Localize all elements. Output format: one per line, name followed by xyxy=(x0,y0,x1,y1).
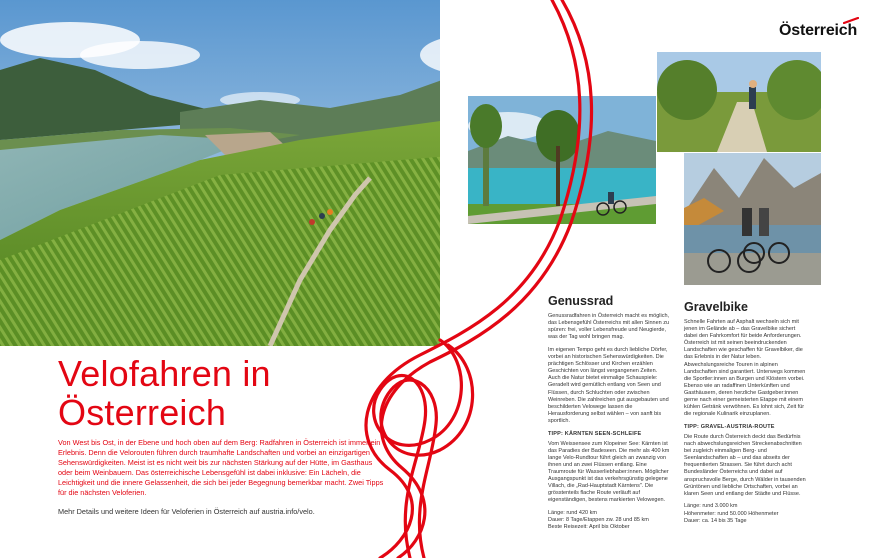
title-line-1: Velofahren in xyxy=(58,353,271,394)
genussrad-fact-length: Länge: rund 420 km xyxy=(548,510,597,517)
more-info-text: Mehr Details und weitere Ideen für Veloferien in Österreich auf austria.info/velo. xyxy=(58,507,315,516)
photo-gravelbike-mountain-lake xyxy=(684,153,821,285)
gravelbike-tip-heading: TIPP: GRAVEL-AUSTRIA-ROUTE xyxy=(684,423,775,430)
gravelbike-tip xyxy=(684,424,806,498)
logo-flag-icon xyxy=(843,17,859,24)
gravelbike-paragraph-1: Schnelle Fahrten auf Asphalt wechseln sich mit jenen im Gelände ab – das Gravelbike sichert dabei den Fahrkomfort für beide Anforderungen. Österreich ist mit seinen beeindruckenden Landschaften wie geschaffen für Gravelbiker, die das Erlebnis in der Natur leben. Abwechslungsreiche Touren in alpinen Landschaften sind garantiert. Unterwegs kommen die Sportler:innen an Burgen und Klöstern vorbei. Ebenso wie an radaffinen Unterkünften und Gasthäusern, deren herzliche Gastgeber:innen gerne nach einer gemeisterten Etappe mit einem kühlen Getränk verwöhnen. Es lohnt sich, Zeit für die regionale Kulinarik einzuplanen. xyxy=(684,319,806,418)
gravelbike-tip-text: Die Route durch Österreich deckt das Bedürfnis nach abwechslungsreichen Streckenabschnitten bei zugleich einmaligen Berg- und Seenlandschaften ab – und das abseits der frequentierten Strassen. Sie führt durch acht Bundesländer Österreichs und dabei auf anspruchsvolle Berge, durch Wälder in tausenden Grüntönen und liebliche Ortschaften, vorbei an klaren Seen und entlang der Städte und Flüsse. xyxy=(684,434,806,497)
genussrad-paragraph-1: Genussradfahren in Österreich macht es möglich, das Lebensgefühl Österreichs mit allen Sinnen zu spüren: frei, voller Lebensfreude und Neugierde, was der Tag wohl bringen mag. xyxy=(548,313,670,341)
genussrad-tip-text: Vom Weissensee zum Klopeiner See: Kärnten ist das Paradies der Badeseen. Die mehr als 400 km lange Velo-Rundtour führt gleich an zwanzig von ihnen und an zwei Flüssen entlang. Eine Traumroute für Wasserliebhaber:innen. Möglicher Ausgangspunkt ist das verkehrsgünstig gelegene Villach, die „Rad-Hauptstadt Kärntens". Die grösstenteils flache Route verläuft auf eigenständigen, bestens markierten Velowegen. xyxy=(548,440,670,504)
genussrad-facts xyxy=(548,510,670,531)
gravelbike-title: Gravelbike xyxy=(684,300,748,314)
genussrad-fact-duration: Dauer: 8 Tage/Etappen zw. 28 und 85 km xyxy=(548,517,649,524)
page-title xyxy=(58,354,438,432)
photo-gravel-woods xyxy=(657,52,821,152)
brand-logo: Österreich xyxy=(779,22,858,39)
genussrad-title: Genussrad xyxy=(548,294,614,308)
genussrad-paragraph-2: Im eigenen Tempo geht es durch liebliche Dörfer, vorbei an historischen Sehenswürdigkeiten. Die prächtigen Schlösser und Kirchen erzählen Geschichten von längst vergangenen Zeiten. Auch die Natur bietet einmalige Schauspiele: Geradelt wird gemütlich entlang von Seen und Flüssen, durch Schluchten oder zwischen Weinreben. Die zahlreichen gut ausgebauten und beschilderten Velowege lassen die Herausforderung selbst wählen – von sanft bis sportlich. xyxy=(548,346,669,424)
intro-text: Von West bis Ost, in der Ebene und hoch oben auf dem Berg: Radfahren in Österreich ist immer ein Erlebnis. Denn die Velorouten führen durch traumhafte Landschaften und vorbei an einzigartigen Sehenswürdigkeiten. Meist ist es nicht weit bis zur nächsten Stärkung auf der Hütte, im Gasthaus oder beim Weinbauern. Das österreichische Lebensgefühl ist dabei inklusive: Ein Lächeln, die Leichtigkeit und die innere Gelassenheit, die sich bei jeder Begegnung bemerkbar macht. Zwei Tipps für die nächsten Veloferien. xyxy=(58,438,384,497)
genussrad-tip-heading: TIPP: KÄRNTEN SEEN-SCHLEIFE xyxy=(548,430,642,437)
genussrad-article xyxy=(548,313,670,537)
genussrad-tip xyxy=(548,431,670,505)
genussrad-fact-season: Beste Reisezeit: April bis Oktober xyxy=(548,524,630,531)
gravelbike-fact-length: Länge: rund 3.000 km xyxy=(684,503,738,510)
gravelbike-facts xyxy=(684,503,806,524)
title-line-2: Österreich xyxy=(58,392,227,433)
gravelbike-article xyxy=(684,319,806,530)
gravelbike-fact-duration: Dauer: ca. 14 bis 35 Tage xyxy=(684,517,747,524)
photo-lake-cycling xyxy=(468,96,656,224)
gravelbike-fact-elevation: Höhenmeter: rund 50.000 Höhenmeter xyxy=(684,510,779,517)
